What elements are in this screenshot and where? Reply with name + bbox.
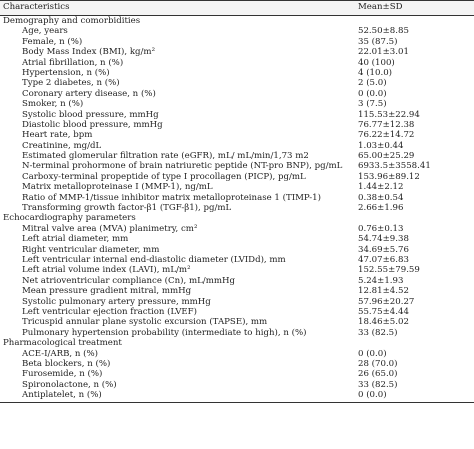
row-value: 153.96±89.12 <box>358 171 420 182</box>
row-value: 34.69±5.76 <box>358 244 409 255</box>
row-label: Coronary artery disease, n (%) <box>22 88 156 99</box>
table-row <box>0 224 474 234</box>
row-label: Body Mass Index (BMI), kg/m² <box>22 47 156 58</box>
row-label: Mean pressure gradient mitral, mmHg <box>22 286 192 297</box>
section-header-row <box>0 338 474 348</box>
table-row <box>0 110 474 120</box>
row-label: Pulmonary hypertension probability (intermediate to high), n (%) <box>22 327 307 338</box>
table-row <box>0 193 474 203</box>
row-label: Furosemide, n (%) <box>22 369 103 380</box>
row-label: Mitral valve area (MVA) planimetry, cm² <box>22 223 198 234</box>
section-title: Pharmacological treatment <box>3 338 122 349</box>
section-title: Echocardiography parameters <box>3 213 136 224</box>
row-label: Systolic pulmonary artery pressure, mmHg <box>22 296 211 307</box>
row-label: Systolic blood pressure, mmHg <box>22 109 159 120</box>
table-row <box>0 172 474 182</box>
row-value: 2.66±1.96 <box>358 203 404 214</box>
table-row <box>0 286 474 296</box>
table-row <box>0 47 474 57</box>
row-value: 0.38±0.54 <box>358 192 404 203</box>
row-value: 0 (0.0) <box>358 390 387 401</box>
row-label: Estimated glomerular filtration rate (eGFR), mL/ mL/min/1,73 m2 <box>22 151 309 162</box>
row-value: 0 (0.0) <box>358 348 387 359</box>
row-value: 52.50±8.85 <box>358 26 409 37</box>
table-row <box>0 130 474 140</box>
row-value: 47.07±6.83 <box>358 254 409 265</box>
table-row <box>0 182 474 192</box>
row-label: Left atrial volume index (LAVI), mL/m² <box>22 265 191 276</box>
table-row <box>0 234 474 244</box>
row-value: 115.53±22.94 <box>358 109 420 120</box>
header-mean-sd: Mean±SD <box>358 2 403 12</box>
row-value: 76.22±14.72 <box>358 130 415 141</box>
row-value: 33 (82.5) <box>358 379 398 390</box>
table-row <box>0 297 474 307</box>
table-row <box>0 26 474 36</box>
row-label: Smoker, n (%) <box>22 99 84 110</box>
row-value: 6933.5±3558.41 <box>358 161 431 172</box>
row-value: 3 (7.5) <box>358 99 387 110</box>
row-value: 65.00±25.29 <box>358 151 415 162</box>
row-label: Age, years <box>22 26 68 37</box>
row-value: 33 (82.5) <box>358 327 398 338</box>
row-label: Left atrial diameter, mm <box>22 234 129 245</box>
row-label: Heart rate, bpm <box>22 130 93 141</box>
row-label: ACE-I/ARB, n (%) <box>22 348 99 359</box>
table-row <box>0 58 474 68</box>
row-label: Left ventricular ejection fraction (LVEF) <box>22 306 197 317</box>
row-label: Carboxy-terminal propeptide of type I procollagen (PICP), pg/mL <box>22 171 306 182</box>
section-header-row <box>0 213 474 223</box>
table-row <box>0 99 474 109</box>
row-label: Matrix metalloproteinase I (MMP-1), ng/mL <box>22 182 213 193</box>
table-row <box>0 328 474 338</box>
row-label: Ratio of MMP-1/tissue inhibitor matrix metalloproteinase 1 (TIMP-1) <box>22 192 321 203</box>
table-row <box>0 68 474 78</box>
row-value: 18.46±5.02 <box>358 317 409 328</box>
table-row <box>0 78 474 88</box>
table-row <box>0 390 474 400</box>
row-label: Beta blockers, n (%) <box>22 358 111 369</box>
table-row <box>0 161 474 171</box>
row-value: 28 (70.0) <box>358 358 398 369</box>
row-label: Type 2 diabetes, n (%) <box>22 78 120 89</box>
row-label: Tricuspid annular plane systolic excursion (TAPSE), mm <box>22 317 268 328</box>
row-value: 0.76±0.13 <box>358 223 404 234</box>
row-label: Right ventricular diameter, mm <box>22 244 160 255</box>
table-row <box>0 151 474 161</box>
table-row <box>0 120 474 130</box>
row-value: 54.74±9.38 <box>358 234 409 245</box>
table-row <box>0 245 474 255</box>
row-label: Transforming growth factor-β1 (TGF-β1), pg/mL <box>22 203 232 214</box>
table-row <box>0 349 474 359</box>
row-label: Hypertension, n (%) <box>22 67 110 78</box>
row-label: Atrial fibrillation, n (%) <box>22 57 124 68</box>
table-row <box>0 276 474 286</box>
row-label: Spironolactone, n (%) <box>22 379 117 390</box>
row-label: Creatinine, mg/dL <box>22 140 102 151</box>
section-header-row <box>0 16 474 26</box>
table-body <box>0 16 474 400</box>
row-value: 4 (10.0) <box>358 67 393 78</box>
row-value: 22.01±3.01 <box>358 47 409 58</box>
table-row <box>0 255 474 265</box>
row-value: 26 (65.0) <box>358 369 398 380</box>
row-value: 0 (0.0) <box>358 88 387 99</box>
row-label: N-terminal prohormone of brain natriuretic peptide (NT-pro BNP), pg/mL <box>22 161 343 172</box>
row-value: 12.81±4.52 <box>358 286 409 297</box>
row-value: 152.55±79.59 <box>358 265 420 276</box>
row-value: 5.24±1.93 <box>358 275 404 286</box>
table-row <box>0 89 474 99</box>
table-row <box>0 359 474 369</box>
row-value: 40 (100) <box>358 57 395 68</box>
table-row <box>0 307 474 317</box>
table-header <box>0 0 474 16</box>
table-row <box>0 141 474 151</box>
header-characteristics: Characteristics <box>3 2 70 12</box>
table-row <box>0 37 474 47</box>
row-value: 35 (87.5) <box>358 36 398 47</box>
row-label: Left ventricular internal end-diastolic diameter (LVIDd), mm <box>22 254 286 265</box>
row-value: 55.75±4.44 <box>358 306 409 317</box>
row-value: 76.77±12.38 <box>358 119 415 130</box>
row-label: Antiplatelet, n (%) <box>22 390 102 401</box>
section-title: Demography and comorbidities <box>3 16 141 26</box>
table-row <box>0 203 474 213</box>
table-row <box>0 369 474 379</box>
row-label: Female, n (%) <box>22 36 83 47</box>
table-row <box>0 265 474 275</box>
table-bottom-rule <box>0 402 474 403</box>
row-value: 2 (5.0) <box>358 78 387 89</box>
table-row <box>0 317 474 327</box>
row-label: Diastolic blood pressure, mmHg <box>22 119 163 130</box>
table-row <box>0 380 474 390</box>
row-value: 1.03±0.44 <box>358 140 404 151</box>
row-value: 1.44±2.12 <box>358 182 404 193</box>
row-label: Net atrioventricular compliance (Cn), mL/mmHg <box>22 275 235 286</box>
row-value: 57.96±20.27 <box>358 296 415 307</box>
